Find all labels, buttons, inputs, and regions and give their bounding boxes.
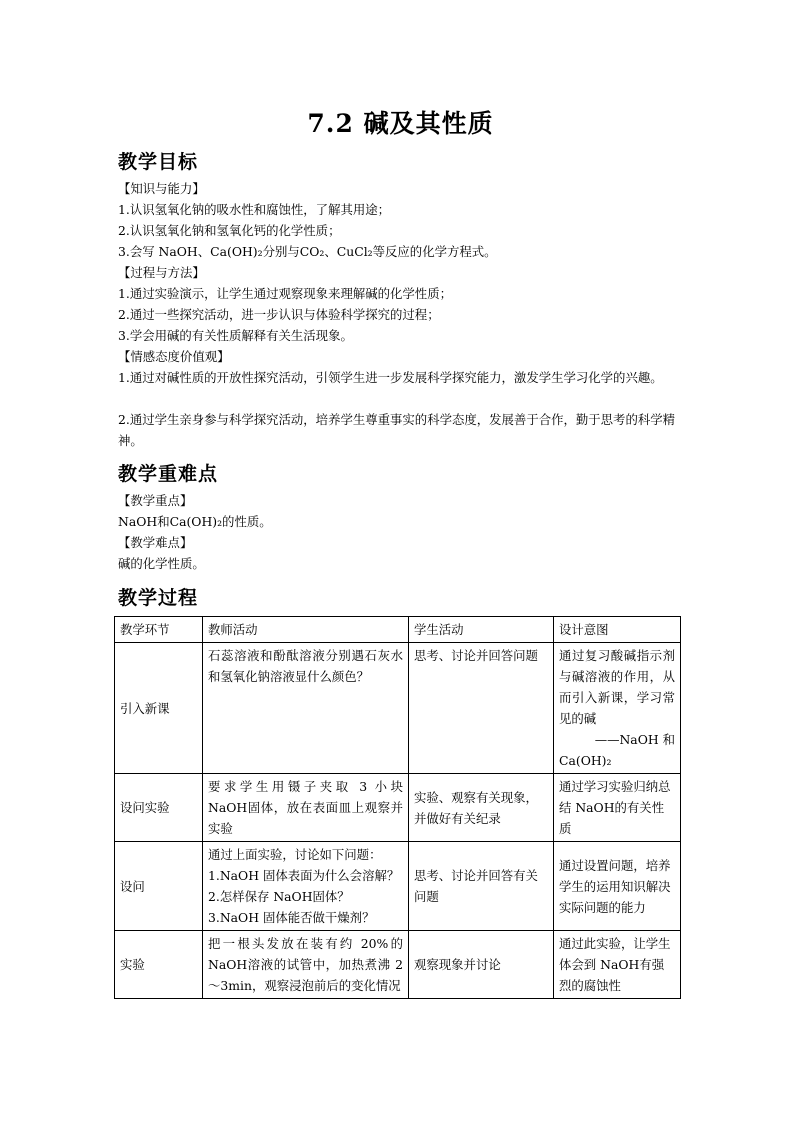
teacher-activity-cell: 把一根头发放在装有约 20%的 NaOH溶液的试管中，加热煮沸 2～3min，观察浸泡前后的变化情况 [203, 931, 409, 999]
focus-text: NaOH和Ca(OH)₂的性质。 [118, 514, 272, 529]
objectives-heading: 教学目标 [118, 151, 199, 173]
stage-cell: 实验 [115, 931, 203, 999]
table-header-row [115, 617, 681, 643]
difficulty-text: 碱的化学性质。 [118, 556, 205, 571]
stage-cell: 引入新课 [115, 643, 203, 774]
column-header: 设计意图 [554, 617, 681, 643]
table-row [115, 931, 681, 999]
design-intent-cell [554, 643, 681, 774]
objective-item: 2.通过一些探究活动，进一步认识与体验科学探究的过程； [118, 307, 440, 322]
process-heading: 教学过程 [118, 587, 199, 609]
student-activity-cell: 观察现象并讨论 [409, 931, 554, 999]
design-intent-cell: 通过学习实验归纳总结 NaOH的有关性质 [554, 774, 681, 842]
difficulty-label: 【教学难点】 [118, 535, 193, 550]
design-intent-cell: 通过设置问题，培养学生的运用知识解决实际问题的能力 [554, 842, 681, 931]
objective-item: 3.会写 NaOH、Ca(OH)₂分别与CO₂、CuCl₂等反应的化学方程式。 [118, 244, 497, 259]
design-intent-cell: 通过此实验，让学生体会到 NaOH有强烈的腐蚀性 [554, 931, 681, 999]
teacher-line: 1.NaOH 固体表面为什么会溶解？ [208, 868, 400, 883]
stage-cell: 设问 [115, 842, 203, 931]
process-table [114, 616, 681, 999]
stage-cell: 设问实验 [115, 774, 203, 842]
teacher-activity-cell: 石蕊溶液和酚酞溶液分别遇石灰水和氢氧化钠溶液显什么颜色？ [203, 643, 409, 774]
objective-item: 2.认识氢氧化钠和氢氧化钙的化学性质； [118, 223, 341, 238]
objective-item: 3.学会用碱的有关性质解释有关生活现象。 [118, 328, 353, 343]
column-header: 教学环节 [115, 617, 203, 643]
intent-line: Ca(OH)₂ [559, 753, 612, 768]
column-header: 教师活动 [203, 617, 409, 643]
table-row [115, 842, 681, 931]
objective-item: 1.通过对碱性质的开放性探究活动，引领学生进一步发展科学探究能力，激发学生学习化学的兴趣。 [118, 370, 663, 385]
student-activity-cell: 实验、观察有关现象，并做好有关纪录 [409, 774, 554, 842]
intent-line: ——NaOH 和 [594, 732, 675, 747]
key-points-heading: 教学重难点 [118, 463, 219, 485]
group-label-attitude: 【情感态度价值观】 [118, 349, 230, 364]
table-row [115, 774, 681, 842]
student-activity-cell: 思考、讨论并回答问题 [409, 643, 554, 774]
group-label-knowledge: 【知识与能力】 [118, 181, 205, 196]
table-row [115, 643, 681, 774]
teacher-line: 通过上面实验，讨论如下问题： [208, 847, 382, 862]
objective-item: 1.通过实验演示，让学生通过观察现象来理解碱的化学性质； [118, 286, 452, 301]
intent-line: 通过复习酸碱指示剂与碱溶液的作用，从而引入新课，学习常见的碱 [559, 648, 675, 726]
group-label-process: 【过程与方法】 [118, 265, 205, 280]
objective-item: 1.认识氢氧化钠的吸水性和腐蚀性，了解其用途； [118, 202, 391, 217]
teacher-line: 3.NaOH 固体能否做干燥剂？ [208, 910, 375, 925]
document-title: 7.2 碱及其性质 [307, 109, 494, 138]
focus-label: 【教学重点】 [118, 493, 193, 508]
objective-item: 2.通过学生亲身参与科学探究活动，培养学生尊重事实的科学态度，发展善于合作，勤于思考的科学精神。 [118, 412, 676, 448]
teacher-activity-cell [203, 842, 409, 931]
column-header: 学生活动 [409, 617, 554, 643]
teacher-activity-cell: 要求学生用镊子夹取 3 小块 NaOH固体，放在表面皿上观察并实验 [203, 774, 409, 842]
student-activity-cell: 思考、讨论并回答有关问题 [409, 842, 554, 931]
teacher-line: 2.怎样保存 NaOH固体？ [208, 889, 350, 904]
